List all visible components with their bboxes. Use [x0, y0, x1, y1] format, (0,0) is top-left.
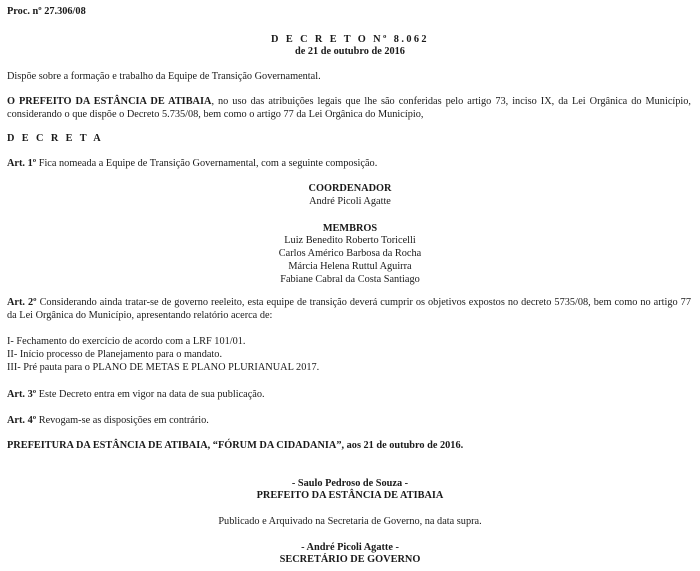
- preamble-authority: O PREFEITO DA ESTÂNCIA DE ATIBAIA: [7, 96, 212, 107]
- preamble-text: , no uso das atribuições legais que lhe são conferidas pelo artigo 73, inciso IX, da Lei Orgânica do Município, considerando o que dispõe o Decreto 5.735/08, bem como o artigo 77 da Lei Orgânica do Município,: [7, 96, 691, 120]
- signature-2-title: SECRETÁRIO DE GOVERNO: [279, 554, 421, 565]
- article-3: [7, 388, 265, 401]
- signature-2-name: - André Picoli Agatte -: [301, 542, 399, 553]
- signature-1-title: PREFEITO DA ESTÂNCIA DE ATIBAIA: [256, 490, 444, 501]
- article-4-text: Revogam-se as disposições em contrário.: [36, 415, 209, 426]
- article-2-text: Considerando ainda tratar-se de governo reeleito, esta equipe de transição deverá cumprir os objetivos expostos no decreto 5735/08, bem como no artigo 77 da Lei Orgânica do Município, apresentando relatório acerca de:: [7, 297, 691, 321]
- coordinator-name: André Picoli Agatte: [309, 196, 391, 207]
- member-name: Luiz Benedito Roberto Toricelli: [284, 235, 416, 246]
- decree-date: de 21 de outubro de 2016: [295, 46, 405, 57]
- article-3-label: Art. 3º: [7, 389, 37, 400]
- members-heading: MEMBROS: [322, 223, 378, 234]
- publication-note: Publicado e Arquivado na Secretaria de Governo, na data supra.: [218, 516, 482, 527]
- article-2-label: Art. 2º: [7, 297, 37, 308]
- decree-summary: Dispõe sobre a formação e trabalho da Equipe de Transição Governamental.: [7, 71, 321, 82]
- list-item: III- Pré pauta para o PLANO DE METAS E PLANO PLURIANUAL 2017.: [7, 362, 320, 373]
- member-name: Márcia Helena Ruttul Aguirra: [288, 261, 412, 272]
- decree-title: D E C R E T O Nº 8.062: [271, 34, 429, 45]
- article-4: [7, 414, 209, 427]
- article-2: [7, 296, 691, 322]
- member-name: Fabiane Cabral da Costa Santiago: [280, 274, 420, 285]
- article-1-text: Fica nomeada a Equipe de Transição Governamental, com a seguinte composição.: [36, 158, 378, 169]
- process-number: Proc. nº 27.306/08: [7, 6, 86, 17]
- closing-statement: PREFEITURA DA ESTÂNCIA DE ATIBAIA, “FÓRUM DA CIDADANIA”, aos 21 de outubro de 2016.: [7, 440, 464, 451]
- article-1-label: Art. 1º: [7, 158, 37, 169]
- article-4-label: Art. 4º: [7, 415, 37, 426]
- article-3-text: Este Decreto entra em vigor na data de sua publicação.: [36, 389, 265, 400]
- decreta-heading: D E C R E T A: [7, 133, 104, 144]
- signature-1-name: - Saulo Pedroso de Souza -: [291, 478, 409, 489]
- article-1: [7, 157, 377, 170]
- list-item: II- Início processo de Planejamento para o mandato.: [7, 349, 223, 360]
- member-name: Carlos Américo Barbosa da Rocha: [278, 248, 422, 259]
- coordinator-heading: COORDENADOR: [308, 183, 392, 194]
- preamble: [7, 95, 691, 121]
- list-item: I- Fechamento do exercício de acordo com a LRF 101/01.: [7, 336, 246, 347]
